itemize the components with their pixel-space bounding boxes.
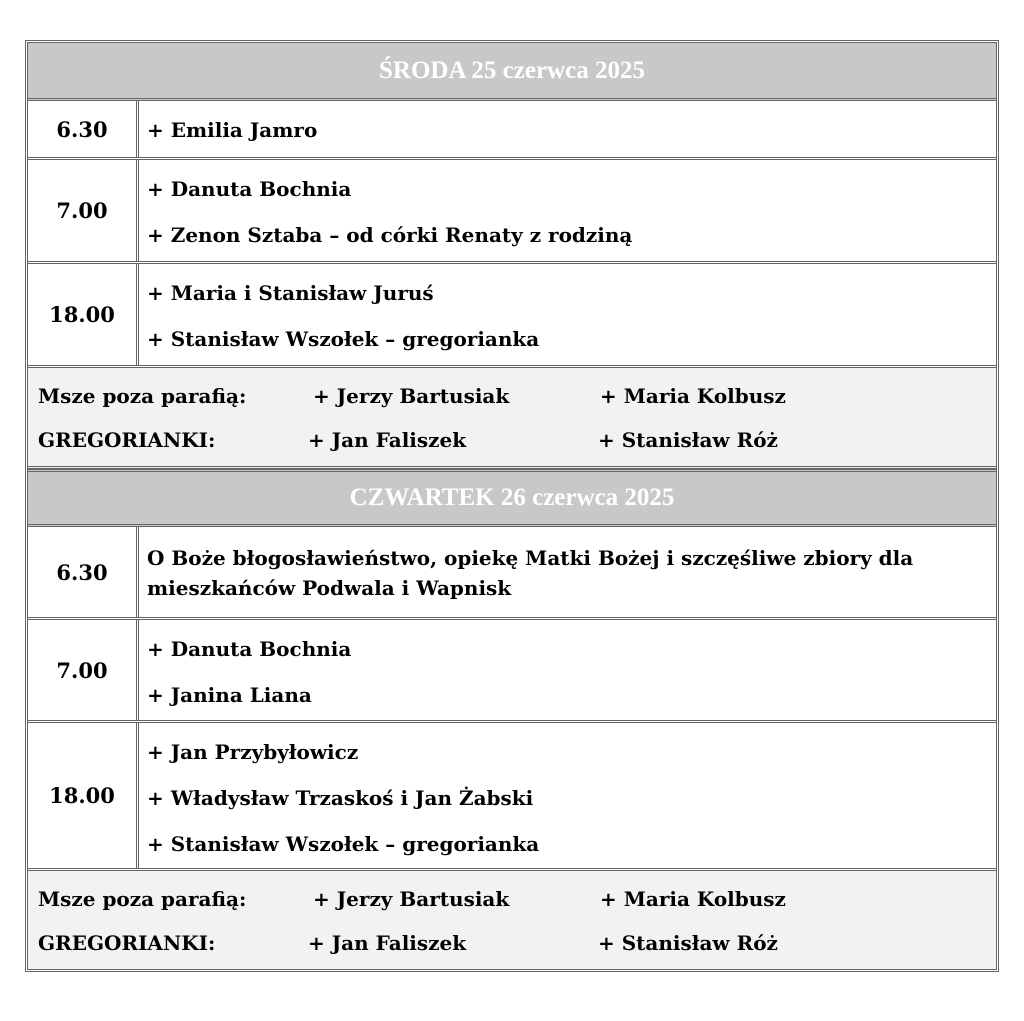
mass-time: 18.00 xyxy=(28,264,139,365)
mass-time: 7.00 xyxy=(28,160,139,261)
mass-time: 6.30 xyxy=(28,527,139,617)
intention-text: + Danuta Bochnia xyxy=(147,637,352,661)
mass-row xyxy=(28,723,996,871)
gregorianka-intention: + Stanisław Róż xyxy=(598,428,778,452)
intentions-cell xyxy=(139,160,996,261)
outside-parish-intention: + Maria Kolbusz xyxy=(600,384,786,408)
extra-line xyxy=(38,921,986,965)
mass-row xyxy=(28,527,996,620)
gregorianka-intention: + Jan Faliszek xyxy=(308,428,467,452)
intention-text: + Zenon Sztaba – od córki Renaty z rodziną xyxy=(147,223,633,247)
intention-text: + Danuta Bochnia xyxy=(147,177,352,201)
extra-masses-box xyxy=(28,368,996,469)
gregorianka-intention: + Stanisław Róż xyxy=(598,931,778,955)
intentions-cell xyxy=(139,101,996,157)
intention-text: O Boże błogosławieństwo, opiekę Matki Bożej i szczęśliwe zbiory dla mieszkańców Podwala i Wapnisk xyxy=(147,546,914,600)
gregorianki-label: GREGORIANKI: xyxy=(38,428,216,452)
day-header-wednesday: ŚRODA 25 czerwca 2025 xyxy=(28,43,996,101)
outside-parish-intention: + Jerzy Bartusiak xyxy=(313,887,510,911)
extra-line xyxy=(38,877,986,921)
intention-text: + Stanisław Wszołek – gregorianka xyxy=(147,327,540,351)
intentions-cell xyxy=(139,264,996,365)
mass-row xyxy=(28,264,996,368)
outside-parish-label: Msze poza parafią: xyxy=(38,384,247,408)
outside-parish-label: Msze poza parafią: xyxy=(38,887,247,911)
intention-text: + Janina Liana xyxy=(147,683,312,707)
extra-line xyxy=(38,418,986,462)
outside-parish-intention: + Jerzy Bartusiak xyxy=(313,384,510,408)
mass-row xyxy=(28,160,996,264)
mass-row xyxy=(28,101,996,160)
mass-schedule-table xyxy=(25,40,999,972)
intentions-cell xyxy=(139,723,996,868)
day-header-thursday: CZWARTEK 26 czerwca 2025 xyxy=(28,469,996,527)
intention-text: + Władysław Trzaskoś i Jan Żabski xyxy=(147,786,534,810)
mass-time: 7.00 xyxy=(28,620,139,720)
extra-line xyxy=(38,374,986,418)
gregorianki-label: GREGORIANKI: xyxy=(38,931,216,955)
intention-text: + Emilia Jamro xyxy=(147,118,318,142)
intentions-cell xyxy=(139,527,996,617)
gregorianka-intention: + Jan Faliszek xyxy=(308,931,467,955)
mass-time: 18.00 xyxy=(28,723,139,868)
intention-text: + Stanisław Wszołek – gregorianka xyxy=(147,832,540,856)
intention-text: + Maria i Stanisław Juruś xyxy=(147,281,434,305)
mass-time: 6.30 xyxy=(28,101,139,157)
intentions-cell xyxy=(139,620,996,720)
mass-row xyxy=(28,620,996,723)
extra-masses-box xyxy=(28,871,996,969)
intention-text: + Jan Przybyłowicz xyxy=(147,740,359,764)
outside-parish-intention: + Maria Kolbusz xyxy=(600,887,786,911)
